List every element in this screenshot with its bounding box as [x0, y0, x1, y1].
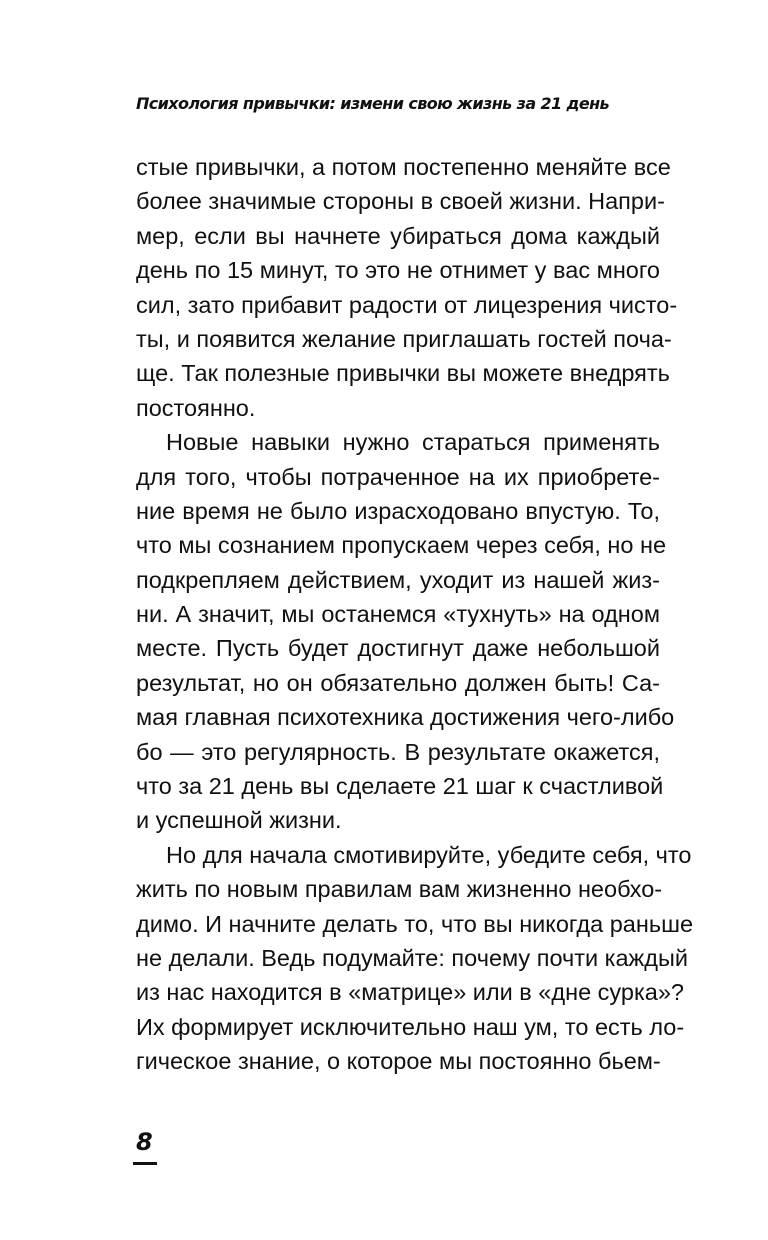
text-line: подкрепляем действием, уходит из нашей жиз-: [136, 566, 660, 593]
text-line: бо — это регулярность. В результате окажется,: [136, 738, 660, 765]
text-line: результат, но он обязательно должен быть! Са-: [136, 669, 660, 696]
text-line: Но для начала смотивируйте, убедите себя, что: [166, 841, 692, 868]
text-line: из нас находится в «матрице» или в «дне сурка»?: [136, 979, 684, 1006]
text-line: более значимые стороны в своей жизни. Напри-: [136, 188, 665, 215]
page-number-rule: [133, 1162, 157, 1165]
text-line: ще. Так полезные привычки вы можете внедрять: [136, 360, 670, 387]
text-line: ты, и появится желание приглашать гостей поча-: [136, 325, 672, 352]
running-header: Психология привычки: измени свою жизнь за 21 день: [136, 94, 610, 113]
body-text: [136, 150, 694, 1079]
page-number: 8: [136, 1128, 153, 1156]
text-line: стые привычки, а потом постепенно меняйте все: [136, 154, 671, 180]
text-line: гическое знание, о которое мы постоянно бьем-: [136, 1048, 661, 1075]
text-line: не делали. Ведь подумайте: почему почти каждый: [136, 944, 688, 971]
text-line: жить по новым правилам вам жизненно необхо-: [136, 876, 663, 903]
paragraph-3: [136, 838, 694, 1079]
paragraph-1: [136, 150, 678, 425]
text-line: и успешной жизни.: [136, 807, 342, 834]
text-line: Новые навыки нужно стараться применять: [166, 429, 660, 456]
text-line: для того, чтобы потраченное на их приобрете-: [136, 463, 660, 490]
paragraph-2: [136, 425, 675, 838]
text-line: димо. И начните делать то, что вы никогда раньше: [136, 910, 694, 937]
text-line: постоянно.: [136, 394, 256, 421]
text-line: сил, зато прибавит радости от лицезрения чисто-: [136, 291, 678, 318]
text-line: что мы сознанием пропускаем через себя, но не: [136, 532, 667, 559]
text-line: что за 21 день вы сделаете 21 шаг к счастливой: [136, 773, 664, 800]
text-line: день по 15 минут, то это не отнимет у вас много: [136, 257, 660, 284]
text-line: мер, если вы начнете убираться дома каждый: [136, 222, 660, 249]
text-line: месте. Пусть будет достигнут даже небольшой: [136, 635, 660, 662]
text-line: ние время не было израсходовано впустую. То,: [136, 497, 660, 524]
text-line: Их формирует исключительно наш ум, то есть ло-: [136, 1013, 685, 1040]
text-line: мая главная психотехника достижения чего-либо: [136, 704, 675, 731]
text-line: ни. А значит, мы останемся «тухнуть» на одном: [136, 601, 660, 628]
